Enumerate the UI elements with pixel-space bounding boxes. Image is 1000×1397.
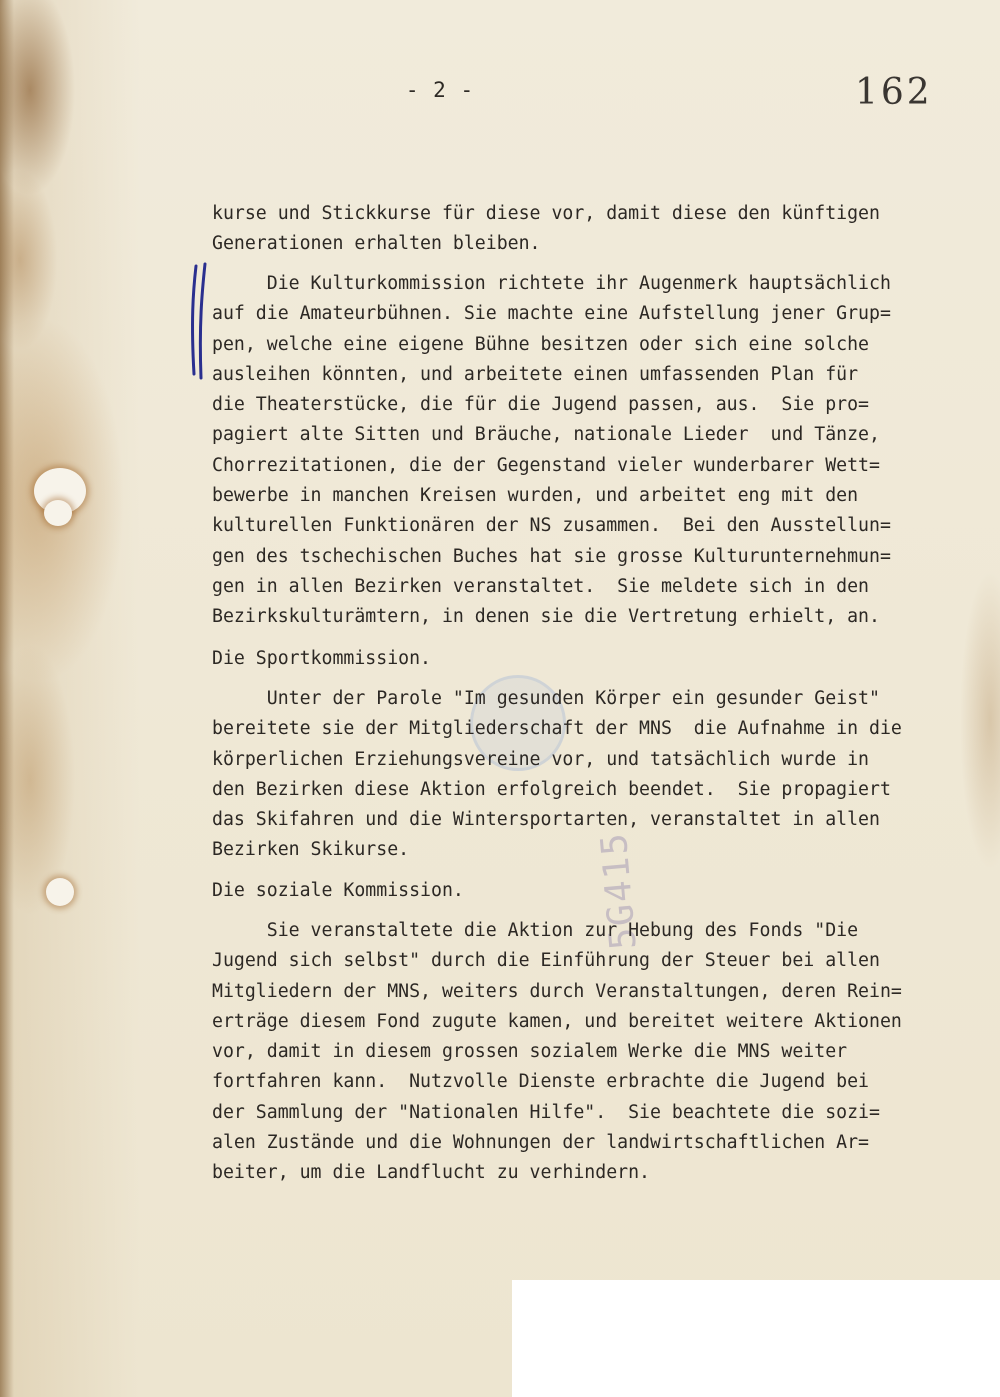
text-line: der Sammlung der "Nationalen Hilfe". Sie beachtete die sozi= (212, 1101, 880, 1123)
margin-mark-icon (186, 262, 212, 382)
text-line: Unter der Parole "Im gesunden Körper ein gesunder Geist" (212, 688, 880, 709)
text-line: ausleihen könnten, und arbeitete einen umfassenden Plan für (212, 363, 859, 385)
text-line: kurse und Stickkurse für diese vor, damit diese den künftigen (212, 203, 880, 224)
text-line: Die Kulturkommission richtete ihr Augenmerk hauptsächlich (212, 273, 891, 294)
paragraph-social-commission (212, 916, 982, 1189)
text-line: gen in allen Bezirken veranstaltet. Sie meldete sich in den (212, 575, 869, 597)
page-number: - 2 - (405, 78, 475, 102)
folio-number: 162 (855, 72, 933, 113)
text-line: Sie veranstaltete die Aktion zur Hebung des Fonds "Die (212, 920, 859, 941)
text-line: alen Zustände und die Wohnungen der landwirtschaftlichen Ar= (212, 1132, 869, 1154)
text-line: Bezirkskulturämtern, in denen sie die Vertretung erhielt, an. (212, 606, 880, 628)
text-line: erträge diesem Fond zugute kamen, und bereitet weitere Aktionen (212, 1010, 902, 1032)
text-line: beiter, um die Landflucht zu verhindern. (212, 1162, 650, 1184)
text-line: Generationen erhalten bleiben. (212, 233, 541, 255)
text-line: körperlichen Erziehungsvereine vor, und tatsächlich wurde in (212, 748, 869, 770)
text-line: Chorrezitationen, die der Gegenstand vieler wunderbarer Wett= (212, 454, 880, 476)
text-line: die Theaterstücke, die für die Jugend passen, aus. Sie pro= (212, 394, 869, 416)
text-line: fortfahren kann. Nutzvolle Dienste erbrachte die Jugend bei (212, 1071, 869, 1093)
text-line: Bezirken Skikurse. (212, 839, 410, 861)
text-line: Mitgliedern der MNS, weiters durch Veranstaltungen, deren Rein= (212, 980, 902, 1002)
text-line: gen des tschechischen Buches hat sie grosse Kulturunternehmun= (212, 545, 891, 567)
text-line: bewerbe in manchen Kreisen wurden, und arbeitet eng mit den (212, 485, 859, 507)
section-heading-sport (212, 644, 982, 674)
punch-hole (44, 500, 72, 526)
heading-text: Die soziale Kommission. (212, 880, 464, 901)
archive-stamp: 5G415 (593, 829, 645, 952)
section-heading-social (212, 876, 982, 906)
text-line: pagiert alte Sitten und Bräuche, nationale Lieder und Tänze, (212, 424, 880, 446)
burnt-edge (0, 0, 14, 1397)
text-line: Jugend sich selbst" durch die Einführung der Steuer bei allen (212, 950, 880, 972)
paragraph-sport-commission (212, 684, 982, 866)
text-line: das Skifahren und die Wintersportarten, veranstaltet in allen (212, 809, 880, 831)
heading-text: Die Sportkommission. (212, 648, 431, 669)
text-line: vor, damit in diesem grossen sozialem Werke die MNS weiter (212, 1041, 848, 1063)
text-line: den Bezirken diese Aktion erfolgreich beendet. Sie propagiert (212, 778, 891, 800)
text-line: kulturellen Funktionären der NS zusammen. Bei den Ausstellun= (212, 515, 891, 537)
blank-scan-area (512, 1280, 1000, 1397)
paragraph-continuation (212, 199, 982, 260)
text-line: bereitete sie der Mitgliederschaft der MNS die Aufnahme in die (212, 718, 902, 740)
paragraph-culture-commission (212, 269, 982, 633)
punch-hole (46, 878, 74, 906)
text-line: auf die Amateurbühnen. Sie machte eine Aufstellung jener Grup= (212, 303, 891, 325)
text-line: pen, welche eine eigene Bühne besitzen oder sich eine solche (212, 333, 869, 355)
